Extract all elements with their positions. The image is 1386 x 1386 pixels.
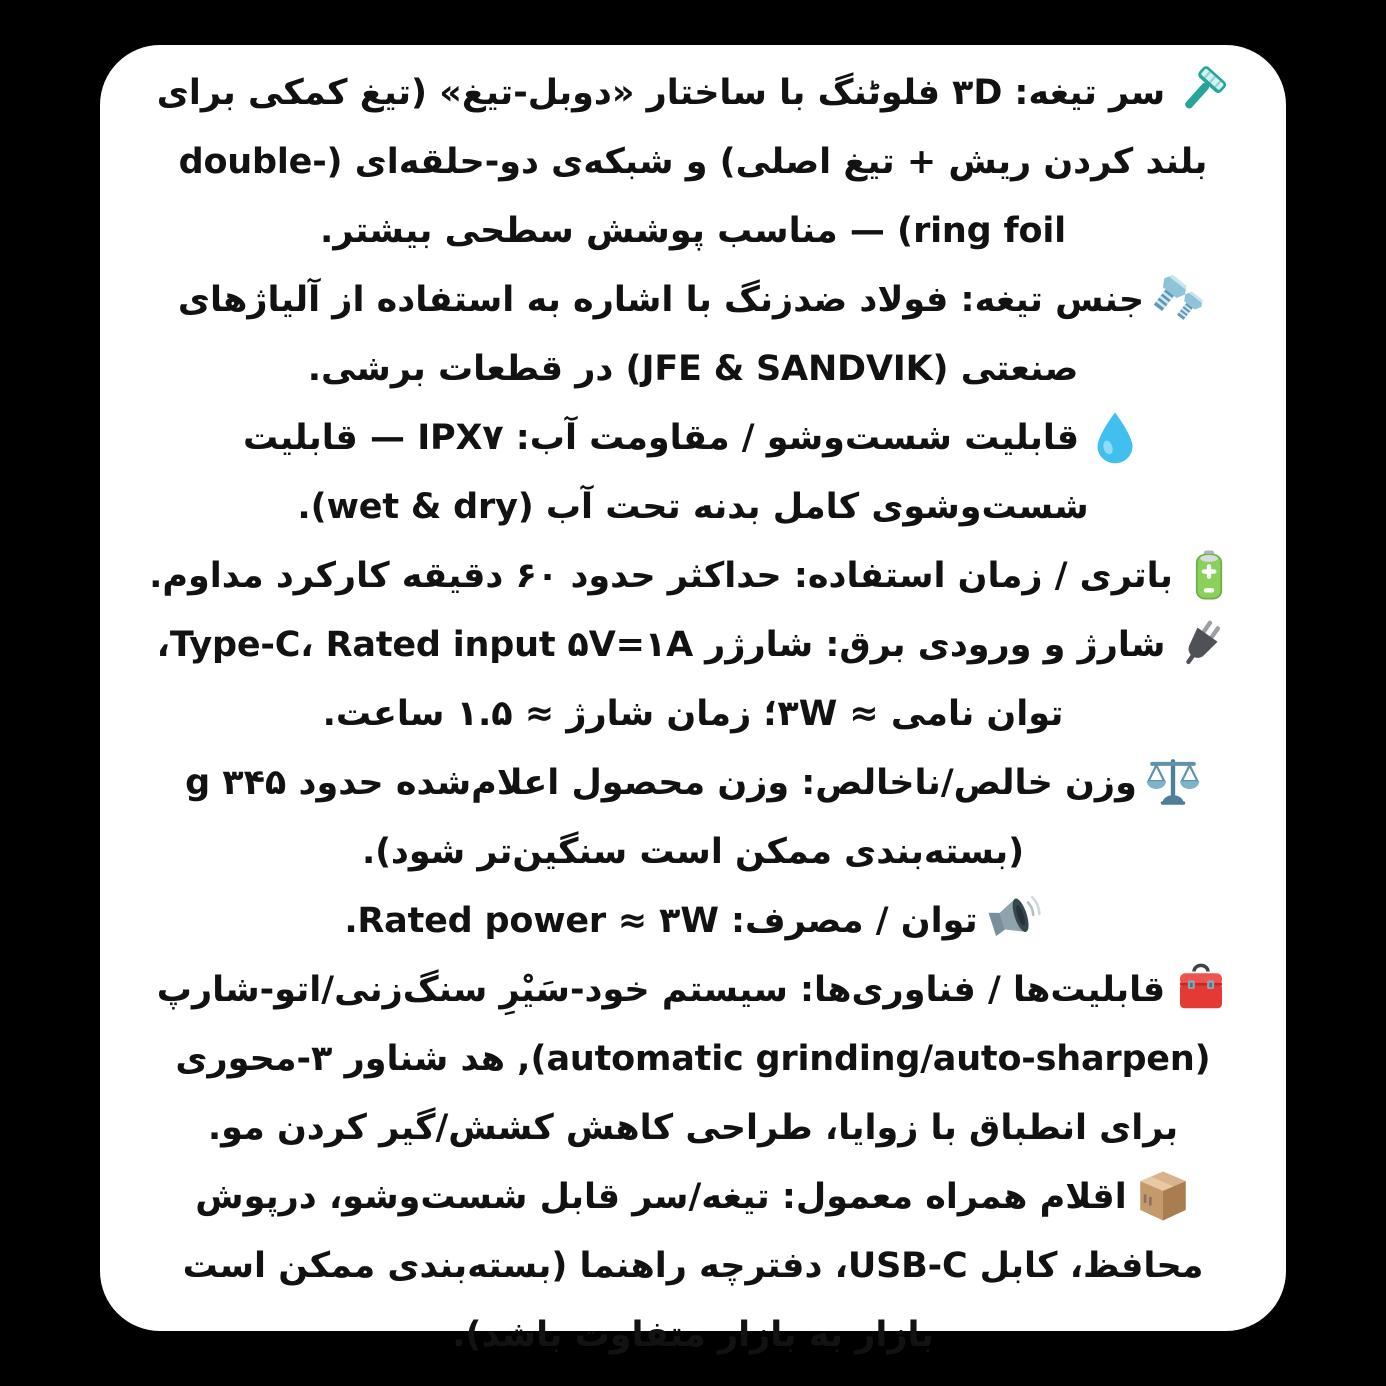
spec-bullet-blade-head: [142, 59, 1244, 266]
spec-bullet-included-items: [142, 1163, 1244, 1370]
spec-bullet-text: اقلام همراه معمول: تیغه/سر قابل شست‌وشو، درپوش محافظ، کابل USB-C، دفترچه راهنما (بسته‌بندی ممکن است بازار به بازار متفاوت باشد).: [182, 1177, 1204, 1355]
spec-bullet-text: قابلیت‌ها / فناوری‌ها: سیستم خود-سَیْرِ سنگ‌زنی/اتو-شارپ (automatic grinding/auto-sharpen), هد شناور ۳-محوری برای انطباق با زوایا، طراحی کاهش کشش/گیر کردن مو.: [156, 970, 1211, 1148]
spec-bullet-text: سر تیغه: ۳D فلوٹنگ با ساختار «دوبل-تیغ» (تیغ کمکی برای بلند کردن ریش + تیغ اصلی) و شبکه‌ی دو-حلقه‌ای (double-ring foil) — مناسب پوشش سطحی بیشتر.: [156, 73, 1208, 251]
spec-bullet-text: باتری / زمان استفاده: حداکثر حدود ۶۰ دقیقه کارکرد مداوم.: [149, 556, 1173, 596]
droplet-icon: [1087, 409, 1143, 465]
nut-and-bolt-icon: [1152, 271, 1208, 327]
balance-scale-icon: [1145, 754, 1201, 810]
spec-bullet-battery: [142, 542, 1244, 611]
spec-bullet-rated-power: [142, 887, 1244, 956]
spec-bullet-charging: [142, 611, 1244, 749]
spec-bullet-blade-material: [142, 266, 1244, 404]
spec-bullet-weight: [142, 749, 1244, 887]
spec-bullet-text: شارژ و ورودی برق: شارژر Type-C، Rated input ۵V=۱A، توان نامی ≈ ۳W؛ زمان شارژ ≈ ۱.۵ ساعت.: [156, 625, 1166, 734]
spec-bullet-washable: [142, 404, 1244, 542]
spec-bullet-text: وزن خالص/ناخالص: وزن محصول اعلام‌شده حدود ۳۴۵ g (بسته‌بندی ممکن است سنگین‌تر شود).: [185, 763, 1137, 872]
spec-bullet-features: [142, 956, 1244, 1163]
spec-bullet-text: قابلیت شست‌وشو / مقاومت آب: IPX۷ — قابلیت شست‌وشوی کامل بدنه تحت آب (wet & dry).: [242, 418, 1089, 527]
spec-bullet-text: جنس تیغه: فولاد ضدزنگ با اشاره به استفاده از آلیاژهای صنعتی (JFE & SANDVIK) در قطعات برشی.: [177, 280, 1145, 389]
toolbox-icon: [1173, 961, 1229, 1017]
spec-bullet-text: توان / مصرف: Rated power ≈ ۳W.: [344, 901, 978, 941]
speaker-icon: [986, 892, 1042, 948]
package-icon: [1135, 1168, 1191, 1224]
battery-icon: [1181, 547, 1237, 603]
electric-plug-icon: [1173, 616, 1229, 672]
spec-card: [100, 45, 1286, 1355]
razor-icon: [1173, 64, 1229, 120]
